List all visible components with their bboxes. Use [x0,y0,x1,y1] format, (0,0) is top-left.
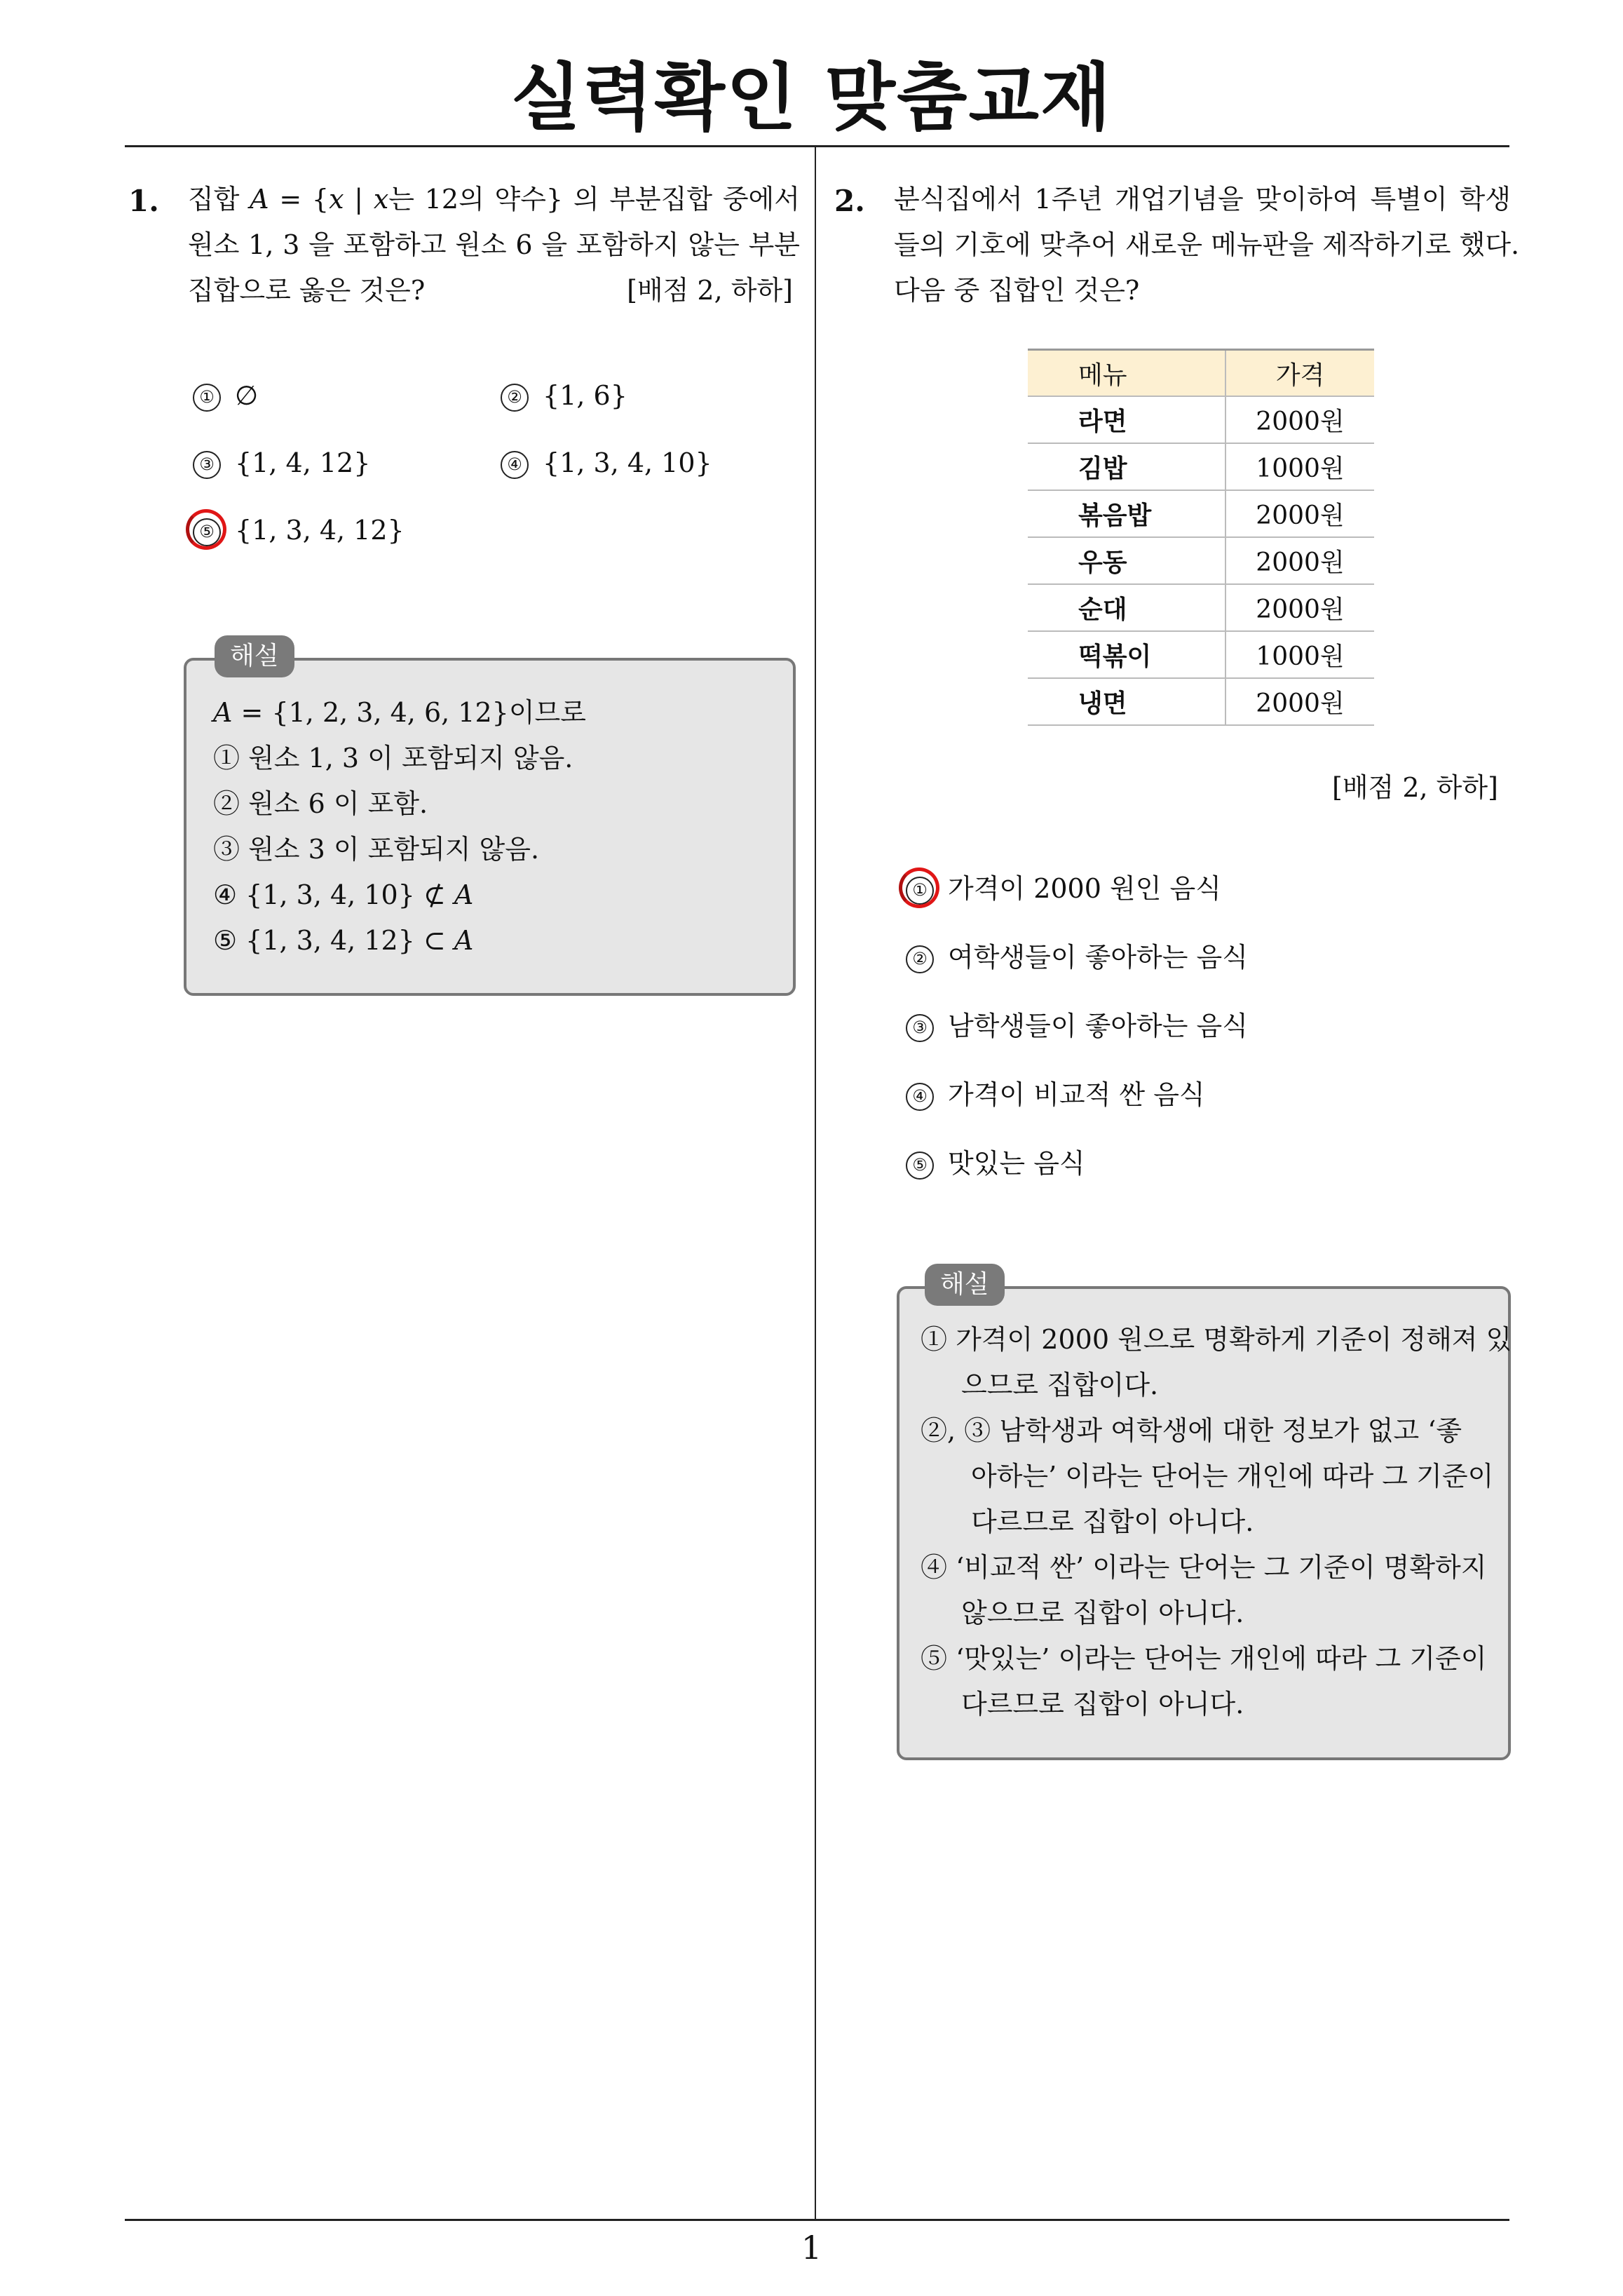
table-row [1028,537,1374,584]
q1-choice-4[interactable]: ④ {1, 3, 4, 10} [501,447,712,479]
table-cell: 2000원 [1225,537,1374,584]
q2-choice-3[interactable]: ③ 남학생들이 좋아하는 음식 [906,1004,1248,1043]
question-1-number: 1. [128,184,159,218]
q2-solution-line: ④ ‘비교적 싼’ 이라는 단어는 그 기준이 명확하지 [921,1552,1487,1583]
answer-mark-circle [193,515,235,546]
q1-solution-label: 해설 [215,635,294,677]
table-cell: 떡볶이 [1028,631,1225,678]
q2-solution-line: ②, ③ 남학생과 여학생에 대한 정보가 없고 ‘좋 [921,1415,1462,1446]
q1-solution-line: A = {1, 2, 3, 4, 6, 12}이므로 [213,697,586,728]
table-row [1028,631,1374,678]
q1-solution-line: ① 원소 1, 3 이 포함되지 않음. [213,743,573,774]
choice-marker: ③ [193,451,221,479]
q2-choice-2[interactable]: ② 여학생들이 좋아하는 음식 [906,936,1248,974]
answer-mark-circle [906,873,948,905]
question-1-line-2: 원소 1, 3 을 포함하고 원소 6 을 포함하지 않는 부분 [188,229,800,260]
q1-choice-3[interactable]: ③ {1, 4, 12} [193,447,370,479]
page-title: 실력확인 맞춤교재 [510,55,1113,140]
q1-solution-line: ② 원소 6 이 포함. [213,788,428,819]
choice-marker: ① [906,877,934,905]
choice-marker: ④ [906,1083,934,1111]
q1-choice-2[interactable]: ② {1, 6} [501,380,627,412]
table-row [1028,678,1374,725]
bottom-rule [125,2219,1509,2221]
table-cell: 2000원 [1225,584,1374,631]
question-2-line-2: 들의 기호에 맞추어 새로운 메뉴판을 제작하기로 했다. [894,229,1520,260]
table-cell: 2000원 [1225,678,1374,725]
q2-solution-line: 으므로 집합이다. [961,1370,1159,1400]
table-row [1028,584,1374,631]
q1-choice-5[interactable]: ⑤ {1, 3, 4, 12} [193,515,405,546]
menu-table [1028,349,1374,726]
question-2-line-1: 분식집에서 1주년 개업기념을 맞이하여 특별이 학생 [894,184,1511,215]
question-2-text [894,177,1520,313]
q1-solution-box [184,642,796,996]
table-header-row [1028,350,1374,397]
table-cell: 1000원 [1225,443,1374,490]
q2-solution-line: 다르므로 집합이 아니다. [971,1506,1254,1537]
table-cell: 1000원 [1225,631,1374,678]
page-number: 1 [801,2229,822,2267]
q2-solution-box [897,1270,1512,1760]
table-row [1028,490,1374,537]
table-row [1028,443,1374,490]
question-2-line-3: 다음 중 집합인 것은? [894,275,1140,306]
column-divider [815,145,816,2219]
table-cell: 2000원 [1225,490,1374,537]
table-cell: 김밥 [1028,443,1225,490]
q1-solution-line: ③ 원소 3 이 포함되지 않음. [213,834,540,865]
q2-solution-text [921,1317,1512,1727]
q2-solution-line: ⑤ ‘맛있는’ 이라는 단어는 개인에 따라 그 기준이 [921,1643,1487,1674]
choice-marker: ⑤ [193,518,221,546]
choice-marker: ④ [501,451,529,479]
q1-solution-text [213,690,586,964]
q2-solution-line: 다르므로 집합이 아니다. [961,1689,1244,1720]
choice-marker: ② [501,384,529,412]
q2-solution-label: 해설 [925,1264,1005,1306]
question-2-number: 2. [834,184,865,218]
q2-choice-4[interactable]: ④ 가격이 비교적 싼 음식 [906,1073,1205,1112]
table-cell: 순대 [1028,584,1225,631]
q1-solution-line: ④ {1, 3, 4, 10} ⊄ A [213,879,474,910]
table-cell: 볶음밥 [1028,490,1225,537]
top-rule [125,145,1509,147]
q2-solution-line: 않으므로 집합이 아니다. [961,1598,1244,1628]
question-2-score: [배점 2, 하하] [1332,772,1498,803]
q2-solution-line: ① 가격이 2000 원으로 명확하게 기준이 정해져 있 [921,1324,1512,1355]
table-cell: 냉면 [1028,678,1225,725]
question-1-line-3: 집합으로 옳은 것은? [배점 2, 하하] [188,268,800,313]
choice-marker: ③ [906,1014,934,1042]
q2-solution-line: 아하는’ 이라는 단어는 개인에 따라 그 기준이 [971,1461,1494,1492]
choice-marker: ① [193,384,221,412]
question-1-score: [배점 2, 하하] [627,275,793,306]
table-header: 메뉴 [1028,350,1225,397]
table-header: 가격 [1225,350,1374,397]
choice-marker: ② [906,945,934,973]
table-cell: 우동 [1028,537,1225,584]
q2-choice-5[interactable]: ⑤ 맛있는 음식 [906,1142,1085,1180]
question-1-line-1: 집합 A = {x | x는 12의 약수} 의 부분집합 중에서 [188,184,800,215]
choice-marker: ⑤ [906,1152,934,1180]
question-1-text [188,177,800,313]
q1-solution-line: ⑤ {1, 3, 4, 12} ⊂ A [213,925,474,956]
table-row [1028,396,1374,443]
table-cell: 라면 [1028,396,1225,443]
q2-choice-1[interactable]: ① 가격이 2000 원인 음식 [906,867,1221,905]
q1-choice-1[interactable]: ① ∅ [193,380,258,412]
table-cell: 2000원 [1225,396,1374,443]
